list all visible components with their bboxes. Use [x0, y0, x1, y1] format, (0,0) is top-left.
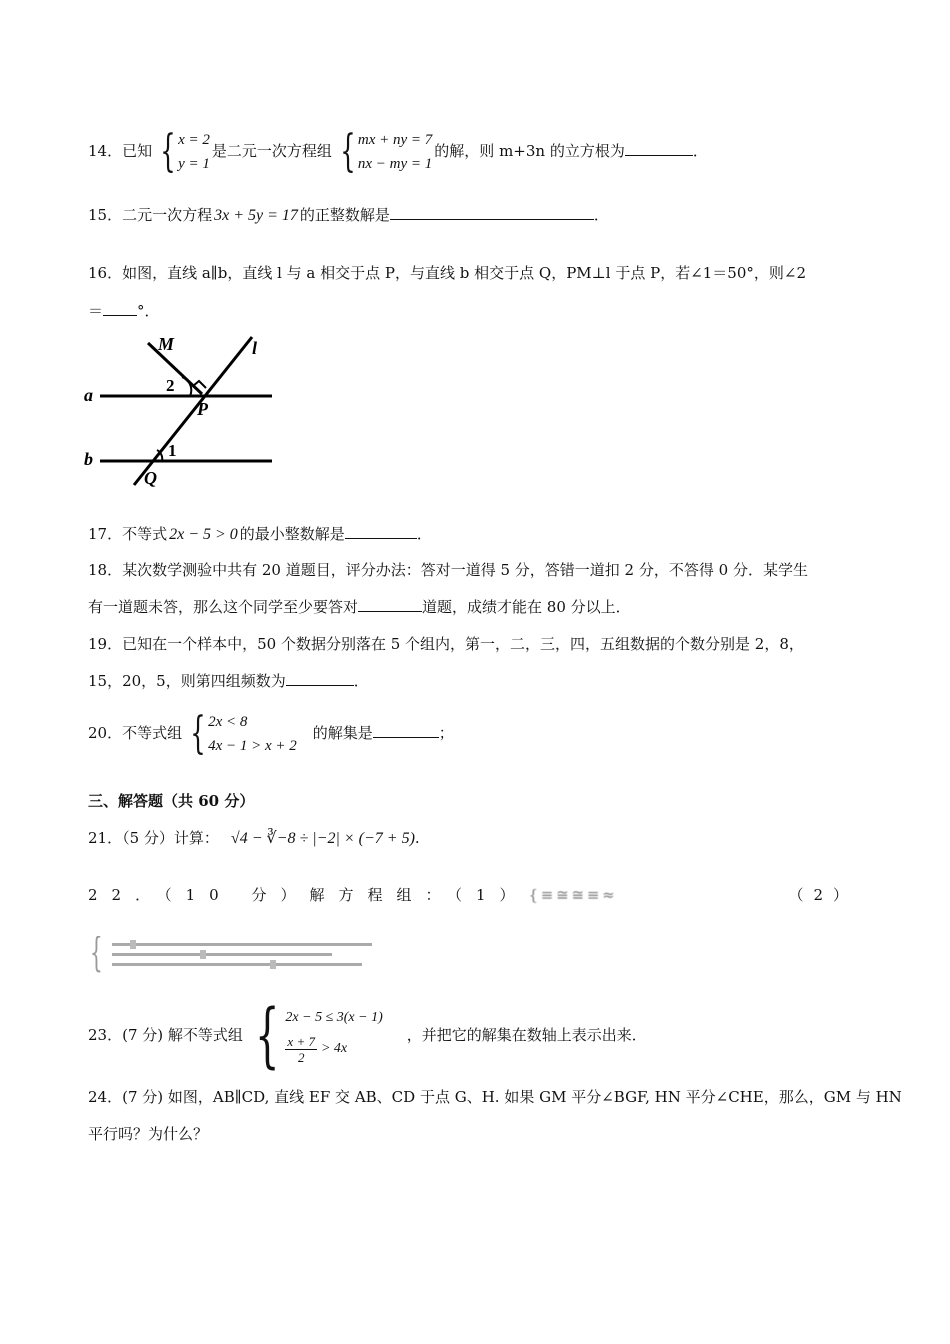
q14-sys2-row1: mx + ny = 7 [357, 132, 433, 148]
q18-answer-blank [358, 597, 422, 612]
q15-prefix: 15．二元一次方程 [88, 206, 213, 224]
label-b: b [84, 449, 93, 469]
q20-row2: 4x − 1 > x + 2 [208, 738, 297, 754]
q16-equals: ＝ [88, 302, 104, 320]
question-16-line1: 16．如图，直线 a∥b，直线 l 与 a 相交于点 P，与直线 b 相交于点 Q，PM⊥l 于点 P，若∠1＝50°，则∠2 [88, 264, 807, 282]
q14-sys1-row2: y = 1 [178, 156, 210, 172]
q23-row2-rest: > 4x [320, 1041, 348, 1056]
question-23 [88, 994, 647, 1076]
label-P: P [197, 399, 208, 419]
question-17: 17．不等式 2x − 5 > 0 的最小整数解是 ． [88, 525, 432, 543]
label-angle2: 2 [166, 376, 175, 395]
q17-inequality: 2x − 5 > 0 [169, 526, 238, 543]
question-18-line1: 18．某次数学测验中共有 20 道题目，评分办法：答对一道得 5 分，答错一道扣 2 分，不答得 0 分．某学生 [88, 561, 808, 579]
q22-part2-label: （2） [788, 886, 858, 904]
section-3-heading: 三、解答题（共 60 分） [88, 792, 255, 810]
question-15: 15．二元一次方程 3x + 5y = 17 的正整数解是 ． [88, 206, 609, 224]
q23-inequality-system: { 2x − 5 ≤ 3(x − 1) $\frac{x + 7}{2}$ > 4x [254, 994, 383, 1076]
q14-sys1-row1: x = 2 [178, 132, 210, 148]
q23-suffix: ，并把它的解集在数轴上表示出来． [406, 1026, 647, 1044]
q21-expression: √4 − ∛−8 ÷ |−2| × (−7 + 5) [230, 830, 415, 847]
label-M: M [158, 334, 175, 354]
q18-line2-suffix: 道题，成绩才能在 80 分以上． [422, 598, 631, 616]
label-l: l [252, 338, 258, 358]
q16-answer-blank [103, 301, 137, 316]
q22-system-1-image: { ≡ ≅ ≅ ≡ ≈ [528, 886, 614, 904]
q15-equation: 3x + 5y = 17 [214, 207, 298, 224]
svg-text:{: { [90, 936, 103, 976]
q15-suffix: 的正整数解是 [299, 206, 390, 224]
question-19-line2: 15，20，5，则第四组频数为 ． [88, 672, 369, 690]
q21-suffix: . [414, 829, 420, 847]
q23-denominator: 2 [297, 1049, 305, 1065]
q17-suffix: 的最小整数解是 [239, 525, 345, 543]
q14-sys2-row2: nx − my = 1 [357, 156, 433, 172]
q20-prefix: 20．不等式组 [88, 724, 183, 742]
line-l [134, 337, 252, 485]
q23-numerator: x + 7 [287, 1033, 315, 1049]
q14-suffix: 的解，则 m+3n 的立方根为 [434, 142, 625, 160]
q15-answer-blank [390, 205, 594, 220]
q14-solution-system: { x = 2 y = 1 [160, 126, 210, 177]
q18-line2-prefix: 有一道题未答，那么这个同学至少要答对 [88, 598, 359, 616]
question-21 [88, 827, 420, 850]
question-24-line1: 24．(7 分) 如图，AB∥CD, 直线 EF 交 AB、CD 于点 G、H. 如果 GM 平分∠BGF, HN 平分∠CHE，那么，GM 与 HN [88, 1088, 902, 1106]
angle-2-arc [182, 377, 191, 396]
q23-row1: 2x − 5 ≤ 3(x − 1) [285, 1009, 383, 1025]
question-14: 14．已知 { x = 2 y = 1 是二元一次方程组 { mx + ny = 7 nx − my = 1 的解，则 m+3n 的立方根为 ． [88, 126, 708, 177]
question-19-line1: 19．已知在一个样本中，50 个数据分别落在 5 个组内，第一，二，三，四，五组数据的个数分别是 2，8， [88, 635, 804, 653]
q19-answer-blank [286, 671, 354, 686]
question-24-line2: 平行吗？为什么？ [88, 1125, 209, 1143]
q14-prefix: 14．已知 [88, 142, 153, 160]
q23-fraction [285, 1034, 317, 1065]
q16-parallel-lines-figure [82, 330, 282, 490]
q20-row1: 2x < 8 [208, 714, 248, 730]
q14-answer-blank [625, 141, 693, 156]
label-Q: Q [144, 468, 157, 488]
q20-suffix: 的解集是 [312, 724, 373, 742]
label-a: a [84, 385, 93, 405]
q20-answer-blank [373, 723, 439, 738]
blurred-equations [90, 936, 380, 976]
question-22 [88, 884, 858, 906]
q19-line2-text: 15，20，5，则第四组频数为 [88, 672, 286, 690]
q22-label: 22．（10 分）解方程组：（1） [88, 886, 529, 904]
q17-prefix: 17．不等式 [88, 525, 168, 543]
question-18-line2 [88, 596, 631, 618]
q16-suffix: °． [137, 302, 160, 320]
q22-system-2-image [90, 936, 380, 976]
q23-prefix: 23．(7 分) 解不等式组 [88, 1026, 243, 1044]
question-20: 20．不等式组 { 2x < 8 4x − 1 > x + 2 的解集是 ； [88, 708, 454, 759]
q21-prefix: 21．（5 分）计算： [88, 829, 219, 847]
label-angle1: 1 [168, 441, 177, 460]
q14-middle-text: 是二元一次方程组 [211, 142, 332, 160]
question-16-line2 [88, 300, 160, 322]
q17-answer-blank [345, 524, 417, 539]
q14-equation-system: { mx + ny = 7 nx − my = 1 [340, 126, 433, 177]
q20-inequality-system: { 2x < 8 4x − 1 > x + 2 [190, 708, 297, 759]
